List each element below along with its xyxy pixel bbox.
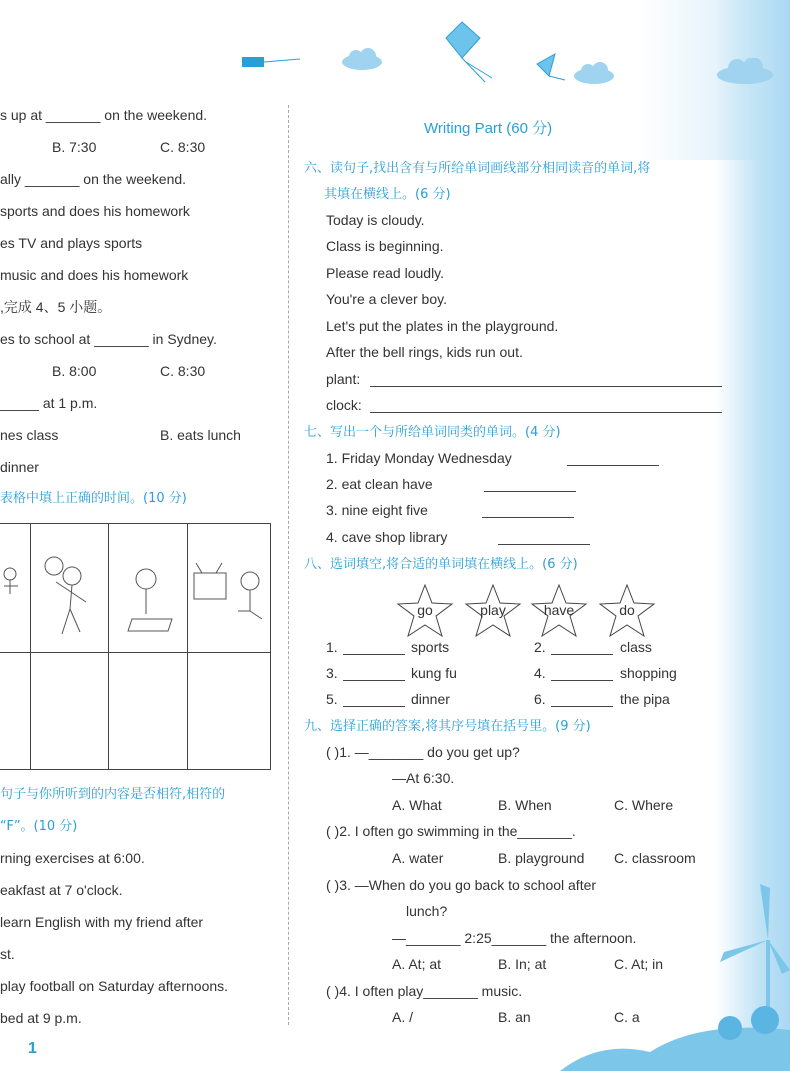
s7-answer-line[interactable] (482, 503, 574, 518)
s6-answer-line[interactable] (370, 398, 722, 413)
left-line: es TV and plays sports (0, 235, 143, 251)
s8-text: the pipa (620, 691, 670, 707)
s7-answer-line[interactable] (498, 530, 590, 545)
s8-answer-line[interactable] (551, 666, 613, 681)
kite-icon (440, 20, 500, 85)
kid-homework-icon (112, 559, 184, 644)
section-6-heading-2: 其填在横线上。(6 分) (324, 187, 451, 202)
windmill-icon (700, 880, 790, 1020)
left-line: _____ at 1 p.m. (0, 395, 98, 411)
s9-answer-text: —At 6:30. (392, 770, 455, 786)
s8-answer-line[interactable] (343, 640, 405, 655)
s9-question: ( )4. I often play_______ music. (326, 983, 523, 999)
s9-option[interactable]: A. At; at (392, 956, 442, 972)
section-7-heading: 七、写出一个与所给单词同类的单词。(4 分) (304, 425, 561, 440)
s6-fill-label: plant: (326, 371, 361, 387)
left-line: learn English with my friend after (0, 914, 204, 930)
column-divider (288, 105, 289, 1025)
s8-text: dinner (411, 691, 450, 707)
s9-option[interactable]: C. Where (614, 797, 674, 813)
left-option: B. 7:30 (52, 139, 97, 155)
s8-answer-line[interactable] (551, 692, 613, 707)
word-star (464, 583, 522, 639)
word-star (530, 583, 588, 639)
s6-sentence: Let's put the plates in the playground. (326, 318, 559, 334)
part-title: Writing Part (60 分) (424, 120, 553, 137)
s6-sentence: You're a clever boy. (326, 291, 447, 307)
s8-answer-line[interactable] (343, 666, 405, 681)
left-line: rning exercises at 6:00. (0, 850, 145, 866)
s7-item: 3. nine eight five (326, 502, 428, 518)
word-star-label: go (417, 602, 433, 618)
s6-sentence: After the bell rings, kids run out. (326, 344, 523, 360)
s9-option[interactable]: B. an (498, 1009, 531, 1025)
left-line: sports and does his homework (0, 203, 190, 219)
s9-question: ( )2. I often go swimming in the_______. (326, 823, 576, 839)
s6-sentence: Today is cloudy. (326, 212, 425, 228)
s6-sentence: Please read loudly. (326, 265, 445, 281)
s7-item: 4. cave shop library (326, 529, 448, 545)
s9-option[interactable]: A. What (392, 797, 442, 813)
s8-text: class (620, 639, 652, 655)
cloud-icon (340, 48, 385, 70)
left-option: C. 8:30 (160, 139, 206, 155)
hills-icon (560, 1000, 790, 1071)
s8-answer-line[interactable] (343, 692, 405, 707)
word-star-label: play (480, 602, 506, 618)
kite-icon (535, 52, 570, 82)
s8-num: 6. (534, 691, 546, 707)
left-line: ally _______ on the weekend. (0, 171, 187, 187)
s9-option[interactable]: A. / (392, 1009, 414, 1025)
s8-answer-line[interactable] (551, 640, 613, 655)
cloud-icon (715, 58, 775, 84)
kids-icon (0, 564, 28, 604)
s9-option[interactable]: C. a (614, 1009, 640, 1025)
left-line: nes class (0, 427, 59, 443)
s9-option[interactable]: C. At; in (614, 956, 664, 972)
kid-basketball-icon (40, 554, 100, 644)
s9-option[interactable]: B. playground (498, 850, 585, 866)
left-line: dinner (0, 459, 39, 475)
s7-item: 1. Friday Monday Wednesday (326, 450, 512, 466)
s8-num: 1. (326, 639, 338, 655)
s9-answer-text: —_______ 2:25_______ the afternoon. (392, 930, 637, 946)
s8-num: 2. (534, 639, 546, 655)
s9-option[interactable]: A. water (392, 850, 444, 866)
kid-tv-icon (190, 559, 268, 644)
cloud-icon (572, 62, 617, 84)
left-line: eakfast at 7 o'clock. (0, 882, 123, 898)
s6-fill-label: clock: (326, 397, 362, 413)
left-line: music and does his homework (0, 267, 189, 283)
left-line: ,完成 4、5 小题。 (0, 299, 112, 315)
s9-option[interactable]: C. classroom (614, 850, 696, 866)
s7-answer-line[interactable] (567, 451, 659, 466)
left-section-heading: “F”。(10 分) (0, 819, 78, 834)
s9-question-cont: lunch? (406, 903, 448, 919)
s8-text: sports (411, 639, 450, 655)
s9-question: ( )1. —_______ do you get up? (326, 744, 520, 760)
left-section-heading: 表格中填上正确的时间。(10 分) (0, 491, 187, 506)
s9-question: ( )3. —When do you go back to school after (326, 877, 597, 893)
left-line: play football on Saturday afternoons. (0, 978, 229, 994)
s8-num: 4. (534, 665, 546, 681)
section-6-heading: 六、读句子,找出含有与所给单词画线部分相同读音的单词,将 (304, 161, 651, 176)
kite-icon (242, 55, 302, 73)
word-star (598, 583, 656, 639)
section-8-heading: 八、选词填空,将合适的单词填在横线上。(6 分) (304, 557, 578, 572)
left-option: B. eats lunch (160, 427, 241, 443)
s7-item: 2. eat clean have (326, 476, 433, 492)
s8-text: shopping (620, 665, 677, 681)
left-option: B. 8:00 (52, 363, 97, 379)
time-table (0, 523, 271, 770)
word-star-label: do (619, 602, 635, 618)
left-option: C. 8:30 (160, 363, 206, 379)
word-star-label: have (543, 602, 575, 618)
s7-answer-line[interactable] (484, 477, 576, 492)
left-line: st. (0, 946, 15, 962)
page-number: 1 (28, 1040, 37, 1057)
s8-num: 5. (326, 691, 338, 707)
word-star (396, 583, 454, 639)
s6-answer-line[interactable] (370, 372, 722, 387)
s9-option[interactable]: B. In; at (498, 956, 547, 972)
s9-option[interactable]: B. When (498, 797, 552, 813)
left-line: bed at 9 p.m. (0, 1010, 82, 1026)
s8-text: kung fu (411, 665, 457, 681)
section-9-heading: 九、选择正确的答案,将其序号填在括号里。(9 分) (304, 719, 591, 734)
s6-sentence: Class is beginning. (326, 238, 444, 254)
left-line: s up at _______ on the weekend. (0, 107, 208, 123)
left-line: es to school at _______ in Sydney. (0, 331, 217, 347)
s8-num: 3. (326, 665, 338, 681)
left-section-heading: 句子与你所听到的内容是否相符,相符的 (0, 787, 226, 802)
